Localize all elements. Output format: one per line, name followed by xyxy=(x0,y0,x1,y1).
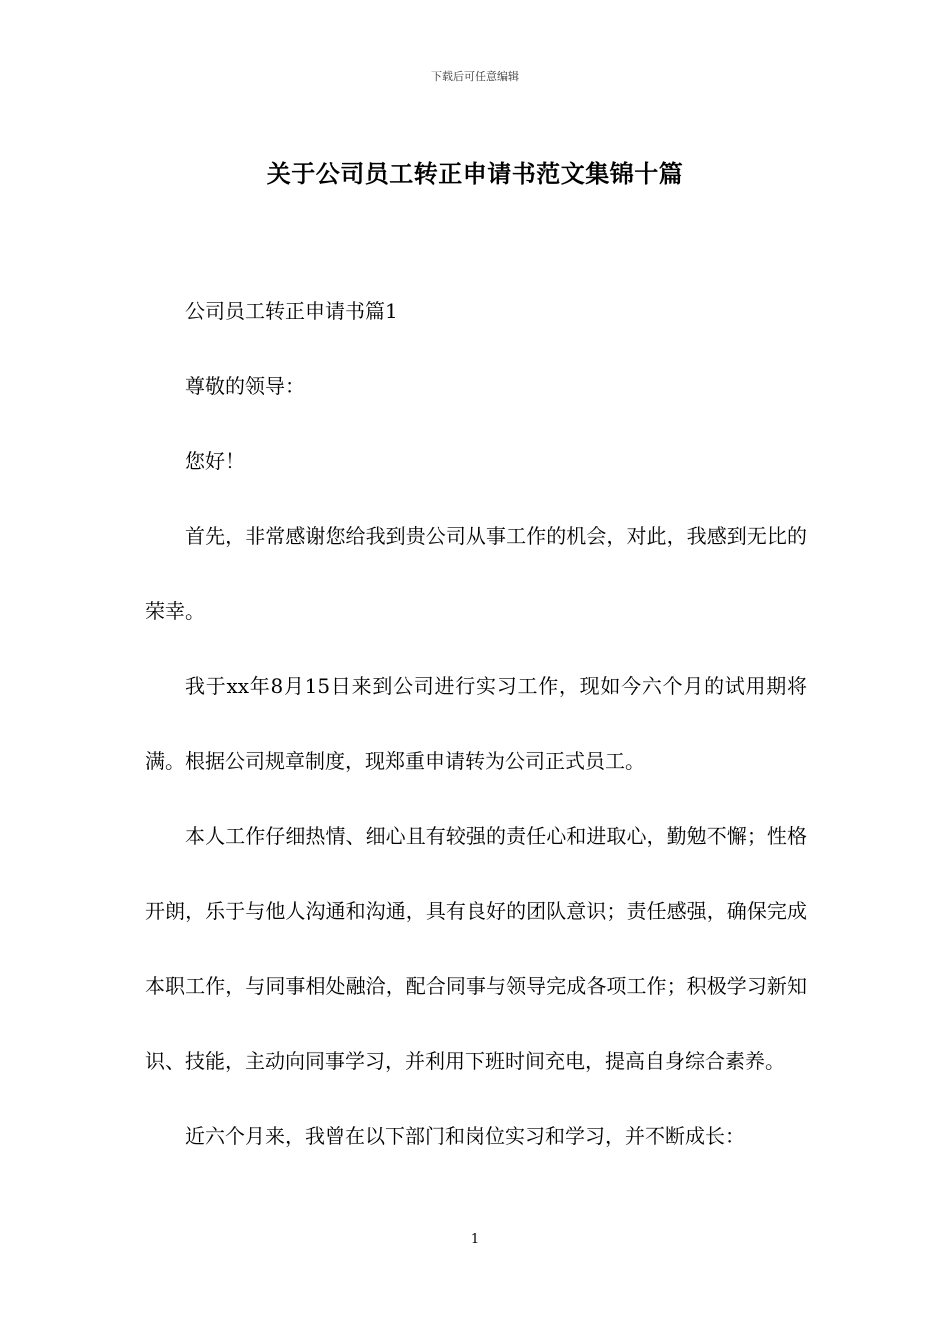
section-heading: 公司员工转正申请书篇1 xyxy=(185,299,398,323)
paragraph-probation: 我于xx年8月15日来到公司进行实习工作，现如今六个月的试用期将满。根据公司规章制度，现郑重申请转为公司正式员工。 xyxy=(145,674,807,773)
document-body xyxy=(145,274,807,1174)
salutation: 尊敬的领导： xyxy=(185,374,305,398)
document-title: 关于公司员工转正申请书范文集锦十篇 xyxy=(266,159,684,188)
paragraph-departments: 近六个月来，我曾在以下部门和岗位实习和学习，并不断成长： xyxy=(185,1124,745,1148)
paragraph-thanks: 首先，非常感谢您给我到贵公司从事工作的机会，对此，我感到无比的荣幸。 xyxy=(145,524,807,623)
page-number: 1 xyxy=(470,1232,480,1247)
greeting: 您好！ xyxy=(185,449,245,473)
paragraph-self-assessment: 本人工作仔细热情、细心且有较强的责任心和进取心，勤勉不懈；性格开朗，乐于与他人沟通和沟通，具有良好的团队意识；责任感强，确保完成本职工作，与同事相处融洽，配合同事与领导完成各项工作；积极学习新知识、技能，主动向同事学习，并利用下班时间充电，提高自身综合素养。 xyxy=(145,824,807,1073)
header-note: 下载后可任意编辑 xyxy=(431,70,519,83)
